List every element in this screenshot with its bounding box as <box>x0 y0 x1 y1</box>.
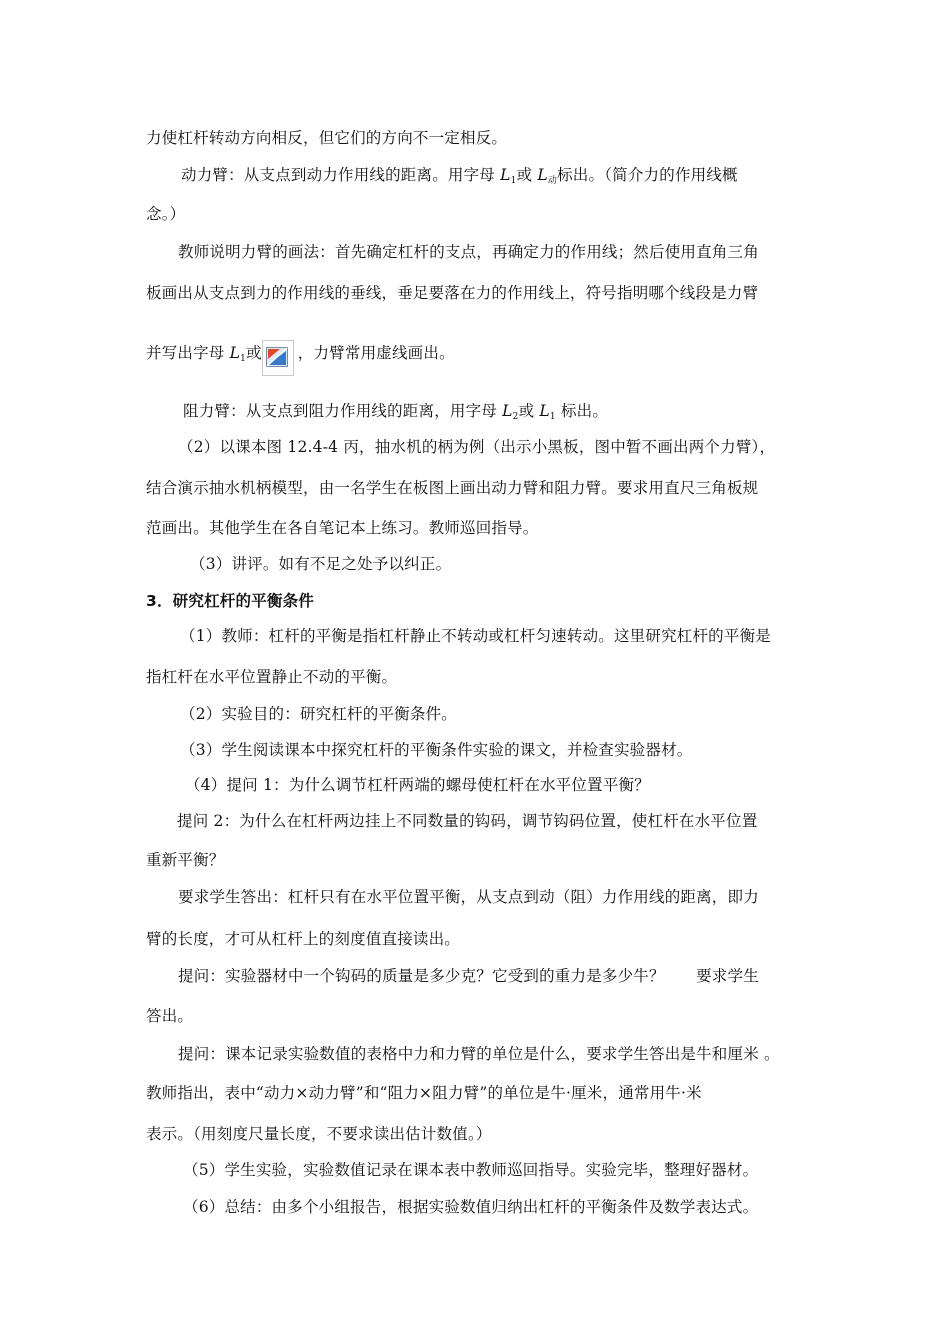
paragraph-line: 提问：实验器材中一个钩码的质量是多少克？它受到的重力是多少牛？ 要求学生 <box>178 967 759 985</box>
paragraph-line: 范画出。其他学生在各自笔记本上练习。教师巡回指导。 <box>146 519 539 537</box>
paragraph-line: 教师说明力臂的画法：首先确定杠杆的支点，再确定力的作用线；然后使用直角三角 <box>178 243 759 261</box>
paragraph-line: 表示。（用刻度尺量长度，不要求读出估计数值。） <box>146 1125 492 1143</box>
paragraph-line: 臂的长度，才可从杠杆上的刻度值直接读出。 <box>146 930 461 948</box>
paragraph-line: 板画出从支点到力的作用线的垂线，垂足要落在力的作用线上，符号指明哪个线段是力臂 <box>146 284 759 302</box>
paragraph-line: （4）提问 1：为什么调节杠杆两端的螺母使杠杆在水平位置平衡？ <box>185 776 650 794</box>
paragraph-line: 结合演示抽水机柄模型，由一名学生在板图上画出动力臂和阻力臂。要求用直尺三角板规 <box>146 479 759 497</box>
section-heading: 3．研究杠杆的平衡条件 <box>146 592 314 610</box>
paragraph-line: 念。） <box>146 205 186 223</box>
paragraph-line: 要求学生答出：杠杆只有在水平位置平衡，从支点到动（阻）力作用线的距离，即力 <box>178 888 759 906</box>
broken-image-icon <box>262 340 294 376</box>
paragraph-line: （2）以课本图 12.4-4 丙，抽水机的柄为例（出示小黑板，图中暂不画出两个力臂）， <box>178 438 776 456</box>
paragraph-line: 阻力臂：从支点到阻力作用线的距离，用字母 L2或 L1 标出。 <box>183 402 609 422</box>
paragraph-line: （2）实验目的：研究杠杆的平衡条件。 <box>180 705 457 723</box>
paragraph-line: 提问：课本记录实验数值的表格中力和力臂的单位是什么，要求学生答出是牛和厘米 。 <box>178 1045 780 1063</box>
paragraph-line: （1）教师：杠杆的平衡是指杠杆静止不转动或杠杆匀速转动。这里研究杠杆的平衡是 <box>180 627 771 645</box>
paragraph-line: 提问 2：为什么在杠杆两边挂上不同数量的钩码，调节钩码位置，使杠杆在水平位置 <box>177 812 758 830</box>
paragraph-line: 力使杠杆转动方向相反，但它们的方向不一定相反。 <box>146 129 508 147</box>
paragraph-line: 重新平衡？ <box>146 851 225 869</box>
paragraph-line: 教师指出，表中“动力×动力臂”和“阻力×阻力臂”的单位是牛·厘米，通常用牛·米 <box>146 1084 702 1102</box>
paragraph-line: （6）总结：由多个小组报告，根据实验数值归纳出杠杆的平衡条件及数学表达式。 <box>183 1198 759 1216</box>
paragraph-line: 指杠杆在水平位置静止不动的平衡。 <box>146 668 398 686</box>
paragraph-line: （5）学生实验，实验数值记录在课本表中教师巡回指导。实验完毕，整理好器材。 <box>183 1161 759 1179</box>
paragraph-line: 答出。 <box>146 1007 194 1025</box>
paragraph-line: （3）讲评。如有不足之处予以纠正。 <box>190 555 452 573</box>
paragraph-line: 动力臂：从支点到动力作用线的距离。用字母 L1或 L动标出。（简介力的作用线概 <box>181 166 738 186</box>
paragraph-line: （3）学生阅读课本中探究杠杆的平衡条件实验的课文，并检查实验器材。 <box>180 741 693 759</box>
paragraph-line: 并写出字母 L1或 ，力臂常用虚线画出。 <box>146 344 455 364</box>
